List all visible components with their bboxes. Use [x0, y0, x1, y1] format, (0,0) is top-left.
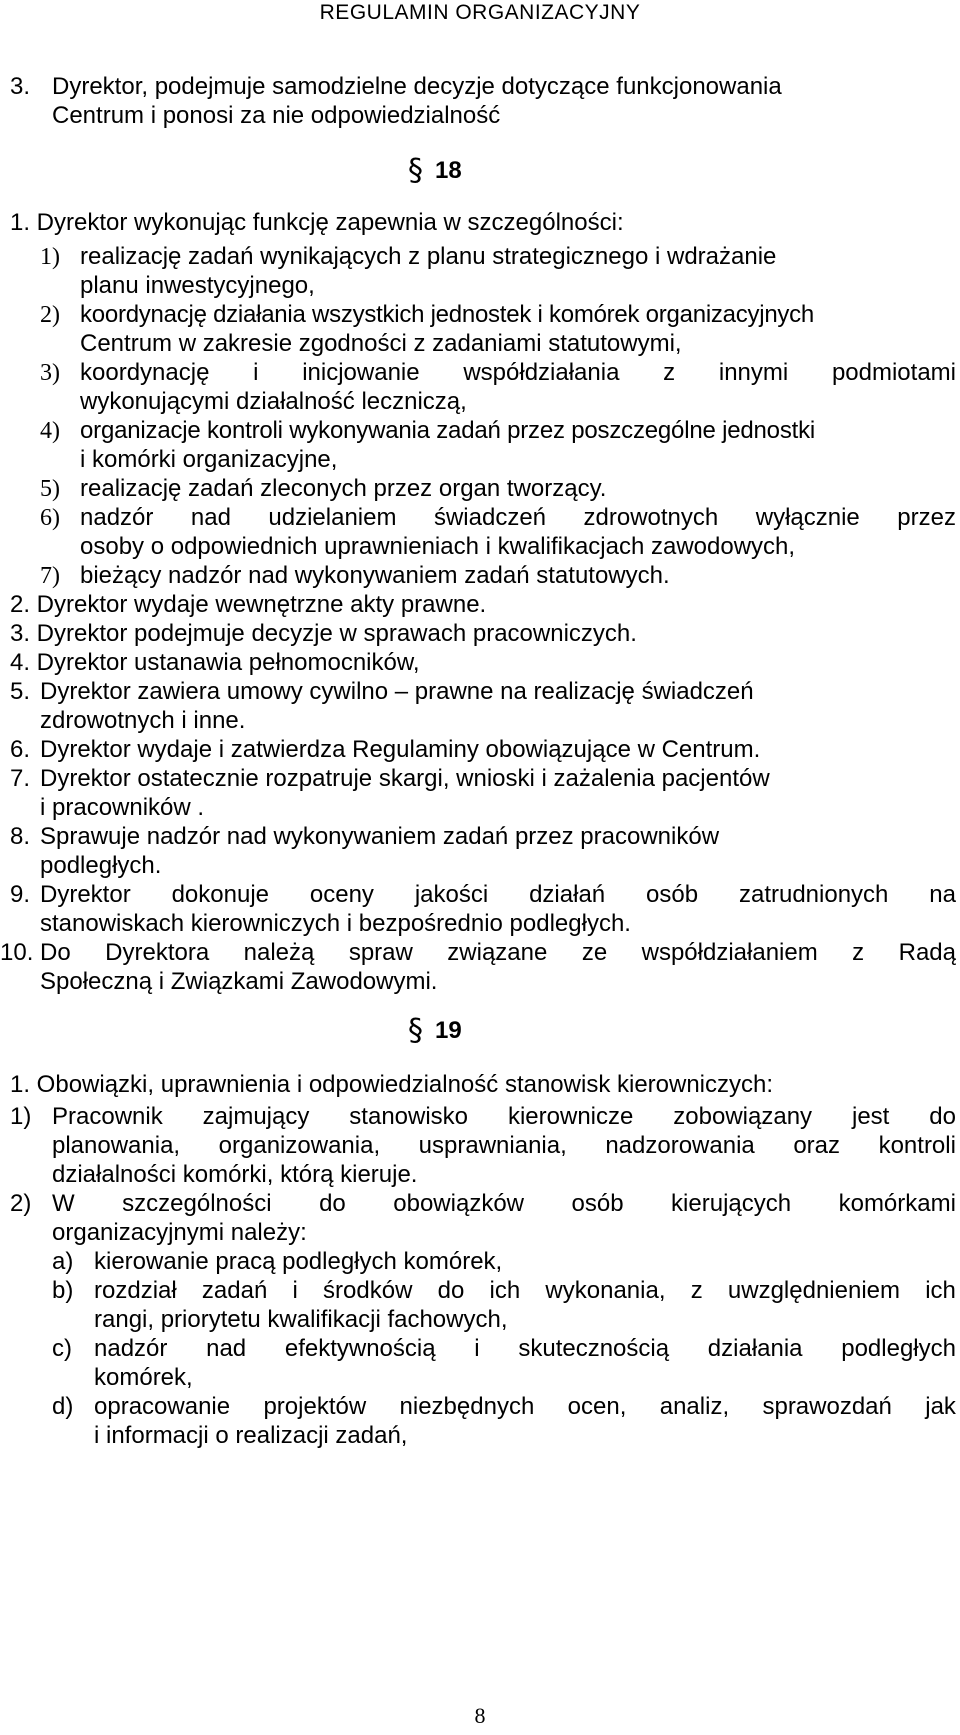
- text-line: kierowanie pracą podległych komórek,: [94, 1248, 503, 1275]
- section-heading-19: [408, 1013, 462, 1048]
- text-line: Dyrektor zawiera umowy cywilno – prawne na realizację świadczeń: [40, 678, 754, 705]
- item-number: 1): [40, 244, 60, 270]
- item-number: 2): [40, 302, 60, 328]
- text-line: i pracowników .: [40, 794, 205, 821]
- text-line: koordynację działania wszystkich jednostek i komórek organizacyjnych: [80, 301, 815, 328]
- item-number: 4): [40, 418, 60, 444]
- item-number: 8.: [10, 823, 31, 850]
- text-line: Centrum w zakresie zgodności z zadaniami statutowymi,: [80, 330, 682, 357]
- item-number: 7): [40, 563, 60, 589]
- text-line: Dyrektor, podejmuje samodzielne decyzje dotyczące funkcjonowania: [52, 73, 782, 100]
- justified-line: Dyrektor dokonuje oceny jakości działań osób zatrudnionych na: [40, 881, 956, 908]
- text-line: osoby o odpowiednich uprawnieniach i kwalifikacjach zawodowych,: [80, 533, 796, 560]
- item-number: 5): [40, 476, 60, 502]
- text-line: 4. Dyrektor ustanawia pełnomocników,: [10, 649, 420, 676]
- item-number: 1): [10, 1103, 32, 1130]
- item-number: d): [52, 1393, 74, 1420]
- text-line: i informacji o realizacji zadań,: [94, 1422, 408, 1449]
- text-line: komórek,: [94, 1364, 193, 1391]
- text-line: rangi, priorytetu kwalifikacji fachowych,: [94, 1306, 508, 1333]
- item-number: 2): [10, 1190, 32, 1217]
- running-header: REGULAMIN ORGANIZACYJNY: [319, 1, 641, 24]
- item-number: b): [52, 1277, 74, 1304]
- text-line: organizacyjnymi należy:: [52, 1219, 307, 1246]
- item-number: 10.: [0, 939, 34, 966]
- text-line: zdrowotnych i inne.: [40, 707, 246, 734]
- section-symbol: §: [408, 1013, 423, 1048]
- text-line: stanowiskach kierowniczych i bezpośrednio podległych.: [40, 910, 631, 937]
- item-number: 6.: [10, 736, 31, 763]
- justified-line: Do Dyrektora należą spraw związane ze współdziałaniem z Radą: [40, 939, 956, 966]
- justified-line: Pracownik zajmujący stanowisko kierownicze zobowiązany jest do: [52, 1103, 956, 1130]
- text-line: realizację zadań wynikających z planu strategicznego i wdrażanie: [80, 243, 777, 270]
- item-number: 3.: [10, 73, 31, 100]
- text-line: Społeczną i Związkami Zawodowymi.: [40, 968, 438, 995]
- justified-line: nadzór nad efektywnością i skutecznością działania podległych: [94, 1335, 956, 1362]
- text-line: i komórki organizacyjne,: [80, 446, 338, 473]
- justified-line: koordynację i inicjowanie współdziałania z innymi podmiotami: [80, 359, 956, 386]
- text-line: 3. Dyrektor podejmuje decyzje w sprawach pracowniczych.: [10, 620, 637, 647]
- item-number: 6): [40, 505, 60, 531]
- section-heading-18: [408, 153, 462, 188]
- item-number: c): [52, 1335, 72, 1362]
- justified-line: rozdział zadań i środków do ich wykonania, z uwzględnieniem ich: [94, 1277, 956, 1304]
- section-symbol: §: [408, 153, 423, 188]
- text-line: Centrum i ponosi za nie odpowiedzialność: [52, 102, 501, 129]
- item-number: 3): [40, 360, 60, 386]
- text-line: 2. Dyrektor wydaje wewnętrzne akty prawne.: [10, 591, 487, 618]
- justified-line: [80, 242, 956, 272]
- text-line: 1. Dyrektor wykonując funkcję zapewnia w szczególności:: [10, 209, 624, 236]
- justified-line: nadzór nad udzielaniem świadczeń zdrowotnych wyłącznie przez: [80, 504, 956, 531]
- text-line: działalności komórki, którą kieruje.: [52, 1161, 418, 1188]
- text-line: organizacje kontroli wykonywania zadań przez poszczególne jednostki: [80, 417, 816, 444]
- page-number: 8: [474, 1703, 486, 1728]
- text-line: bieżący nadzór nad wykonywaniem zadań statutowych.: [80, 562, 670, 589]
- section-number: 18: [435, 157, 462, 184]
- text-line: planu inwestycyjnego,: [80, 272, 315, 299]
- text-line: wykonującymi działalność leczniczą,: [80, 388, 467, 415]
- item-number: a): [52, 1248, 74, 1275]
- section-number: 19: [435, 1017, 462, 1044]
- text-line: Dyrektor ostatecznie rozpatruje skargi, wnioski i zażalenia pacjentów: [40, 765, 770, 792]
- text-line: 1. Obowiązki, uprawnienia i odpowiedzialność stanowisk kierowniczych:: [10, 1071, 774, 1098]
- justified-line: planowania, organizowania, usprawniania, nadzorowania oraz kontroli: [52, 1132, 956, 1159]
- text-line: Sprawuje nadzór nad wykonywaniem zadań przez pracowników: [40, 823, 720, 850]
- text-line: podległych.: [40, 852, 162, 879]
- item-number: 5.: [10, 678, 31, 705]
- text-line: realizację zadań zleconych przez organ tworzący.: [80, 475, 607, 502]
- justified-line: opracowanie projektów niezbędnych ocen, analiz, sprawozdań jak: [94, 1393, 956, 1420]
- justified-line: [52, 72, 956, 102]
- item-number: 9.: [10, 881, 31, 908]
- justified-line: W szczególności do obowiązków osób kierujących komórkami: [52, 1190, 956, 1217]
- item-number: 7.: [10, 765, 31, 792]
- text-line: Dyrektor wydaje i zatwierdza Regulaminy obowiązujące w Centrum.: [40, 736, 761, 763]
